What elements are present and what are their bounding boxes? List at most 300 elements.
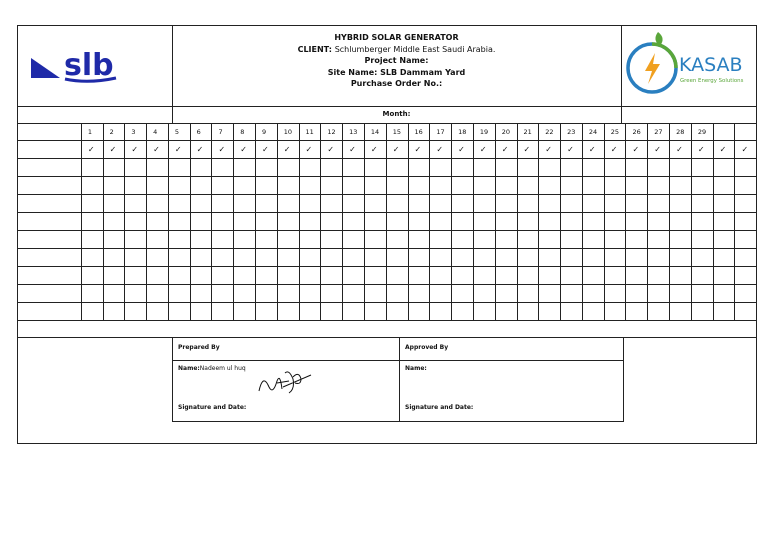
- grid-cell: [212, 231, 234, 249]
- grid-cell: [713, 285, 735, 303]
- month-label: Month:: [382, 110, 411, 118]
- grid-cell: [190, 159, 212, 177]
- grid-cell: [343, 267, 365, 285]
- grid-cell: [386, 177, 408, 195]
- grid-cell: [125, 303, 147, 321]
- day-number-cell: 4: [147, 124, 169, 141]
- grid-cell: [670, 267, 692, 285]
- grid-cell: [517, 195, 539, 213]
- prepared-by-heading: Prepared By: [178, 344, 220, 351]
- grid-cell: [582, 159, 604, 177]
- grid-cell: [495, 213, 517, 231]
- prepared-by-section: [173, 337, 400, 421]
- site-label: Site Name:: [327, 67, 378, 77]
- grid-cell: [190, 177, 212, 195]
- grid-cell: [713, 159, 735, 177]
- check-mark-cell: ✓: [255, 141, 277, 159]
- check-mark-cell: ✓: [582, 141, 604, 159]
- grid-cell: [321, 177, 343, 195]
- grid-cell: [713, 213, 735, 231]
- grid-cell: [386, 285, 408, 303]
- grid-cell: [495, 249, 517, 267]
- grid-cell: [299, 213, 321, 231]
- form-sheet: [17, 25, 757, 444]
- grid-cell: [452, 249, 474, 267]
- grid-cell: [626, 195, 648, 213]
- grid-cell: [691, 195, 713, 213]
- day-number-cell: 19: [473, 124, 495, 141]
- grid-cell: [147, 249, 169, 267]
- grid-cell: [277, 195, 299, 213]
- grid-cell: [430, 285, 452, 303]
- kasab-logo: [621, 26, 757, 106]
- grid-cell: [103, 303, 125, 321]
- grid-cell: [517, 159, 539, 177]
- table-row: [18, 213, 756, 231]
- row-label-cell: [18, 141, 81, 159]
- grid-cell: [539, 195, 561, 213]
- grid-cell: [495, 195, 517, 213]
- grid-cell: [343, 213, 365, 231]
- grid-cell: [670, 177, 692, 195]
- grid-cell: [343, 303, 365, 321]
- grid-cell: [452, 303, 474, 321]
- check-mark-cell: ✓: [408, 141, 430, 159]
- grid-cell: [604, 267, 626, 285]
- grid-cell: [168, 303, 190, 321]
- day-number-cell: 24: [582, 124, 604, 141]
- month-row: [18, 106, 756, 124]
- check-mark-cell: ✓: [125, 141, 147, 159]
- grid-cell: [670, 249, 692, 267]
- site-line: [173, 67, 620, 79]
- grid-cell: [168, 285, 190, 303]
- grid-cell: [299, 303, 321, 321]
- row-label-cell: [18, 159, 81, 177]
- grid-cell: [190, 231, 212, 249]
- grid-cell: [604, 213, 626, 231]
- grid-cell: [147, 213, 169, 231]
- grid-cell: [255, 177, 277, 195]
- grid-cell: [691, 303, 713, 321]
- day-number-cell: 18: [452, 124, 474, 141]
- grid-cell: [277, 267, 299, 285]
- grid-cell: [81, 249, 103, 267]
- grid-cell: [561, 285, 583, 303]
- grid-cell: [430, 231, 452, 249]
- grid-cell: [452, 267, 474, 285]
- grid-cell: [234, 303, 256, 321]
- grid-cell: [670, 303, 692, 321]
- grid-cell: [125, 231, 147, 249]
- grid-cell: [517, 213, 539, 231]
- day-number-cell: 9: [255, 124, 277, 141]
- form-title: HYBRID SOLAR GENERATOR: [334, 33, 459, 42]
- grid-cell: [81, 195, 103, 213]
- approved-name-label: Name:: [405, 365, 427, 372]
- grid-cell: [495, 267, 517, 285]
- grid-cell: [125, 249, 147, 267]
- row-label-cell: [18, 303, 81, 321]
- grid-cell: [190, 195, 212, 213]
- grid-cell: [604, 159, 626, 177]
- table-row: [18, 231, 756, 249]
- grid-cell: [670, 159, 692, 177]
- grid-cell: [81, 177, 103, 195]
- grid-cell: [452, 159, 474, 177]
- check-mark-cell: ✓: [299, 141, 321, 159]
- grid-cell: [473, 249, 495, 267]
- grid-cell: [408, 177, 430, 195]
- check-mark-cell: ✓: [713, 141, 735, 159]
- check-mark-cell: ✓: [343, 141, 365, 159]
- check-mark-cell: ✓: [670, 141, 692, 159]
- slb-logo-text: slb: [64, 48, 114, 83]
- grid-cell: [735, 231, 756, 249]
- client-label: CLIENT:: [297, 44, 332, 54]
- grid-cell: [408, 195, 430, 213]
- grid-cell: [561, 231, 583, 249]
- grid-cell: [386, 231, 408, 249]
- grid-cell: [103, 213, 125, 231]
- check-mark-cell: ✓: [691, 141, 713, 159]
- grid-cell: [473, 159, 495, 177]
- grid-cell: [364, 195, 386, 213]
- grid-cell: [648, 249, 670, 267]
- grid-cell: [299, 177, 321, 195]
- check-mark-cell: ✓: [103, 141, 125, 159]
- prepared-signature-label: Signature and Date:: [178, 404, 247, 411]
- day-number-cell: 21: [517, 124, 539, 141]
- grid-cell: [103, 285, 125, 303]
- grid-cell: [299, 195, 321, 213]
- grid-cell: [473, 213, 495, 231]
- grid-cell: [212, 267, 234, 285]
- grid-cell: [408, 267, 430, 285]
- grid-cell: [147, 303, 169, 321]
- day-number-cell: 22: [539, 124, 561, 141]
- grid-cell: [190, 303, 212, 321]
- day-number-row: [18, 124, 756, 141]
- row-label-cell: [18, 213, 81, 231]
- grid-cell: [561, 159, 583, 177]
- grid-cell: [648, 285, 670, 303]
- grid-cell: [648, 195, 670, 213]
- day-number-cell: 3: [125, 124, 147, 141]
- grid-cell: [561, 303, 583, 321]
- form-header: [18, 26, 756, 107]
- grid-cell: [452, 285, 474, 303]
- grid-cell: [495, 177, 517, 195]
- grid-cell: [190, 267, 212, 285]
- grid-cell: [321, 267, 343, 285]
- grid-cell: [299, 267, 321, 285]
- grid-cell: [343, 231, 365, 249]
- grid-cell: [604, 303, 626, 321]
- approved-by-heading: Approved By: [405, 344, 449, 351]
- grid-cell: [168, 159, 190, 177]
- grid-cell: [147, 285, 169, 303]
- handwritten-signature: [255, 365, 315, 399]
- grid-cell: [691, 177, 713, 195]
- grid-cell: [648, 303, 670, 321]
- grid-cell: [473, 303, 495, 321]
- grid-cell: [255, 249, 277, 267]
- grid-cell: [408, 285, 430, 303]
- grid-cell: [386, 267, 408, 285]
- check-mark-cell: ✓: [735, 141, 756, 159]
- check-mark-cell: ✓: [473, 141, 495, 159]
- grid-cell: [103, 231, 125, 249]
- grid-cell: [561, 267, 583, 285]
- grid-cell: [408, 231, 430, 249]
- table-row: [18, 159, 756, 177]
- grid-cell: [517, 249, 539, 267]
- day-number-cell: 16: [408, 124, 430, 141]
- check-mark-cell: ✓: [190, 141, 212, 159]
- day-number-cell: 11: [299, 124, 321, 141]
- grid-cell: [299, 159, 321, 177]
- grid-cell: [299, 285, 321, 303]
- check-mark-cell: ✓: [452, 141, 474, 159]
- grid-cell: [255, 195, 277, 213]
- grid-cell: [364, 159, 386, 177]
- grid-cell: [386, 195, 408, 213]
- grid-cell: [255, 285, 277, 303]
- check-mark-cell: ✓: [561, 141, 583, 159]
- grid-cell: [626, 159, 648, 177]
- check-mark-cell: ✓: [81, 141, 103, 159]
- grid-cell: [517, 231, 539, 249]
- grid-cell: [670, 195, 692, 213]
- grid-cell: [408, 159, 430, 177]
- grid-cell: [713, 177, 735, 195]
- grid-cell: [648, 213, 670, 231]
- grid-cell: [364, 249, 386, 267]
- day-number-cell: 2: [103, 124, 125, 141]
- grid-cell: [81, 303, 103, 321]
- grid-cell: [147, 231, 169, 249]
- grid-cell: [626, 177, 648, 195]
- title-block: [173, 32, 620, 90]
- grid-cell: [386, 249, 408, 267]
- grid-cell: [81, 213, 103, 231]
- day-number-cell: 10: [277, 124, 299, 141]
- grid-cell: [125, 267, 147, 285]
- check-mark-cell: ✓: [495, 141, 517, 159]
- check-mark-cell: ✓: [517, 141, 539, 159]
- grid-cell: [103, 249, 125, 267]
- grid-cell: [321, 159, 343, 177]
- day-number-cell: 14: [364, 124, 386, 141]
- grid-cell: [277, 231, 299, 249]
- grid-cell: [343, 249, 365, 267]
- grid-cell: [234, 159, 256, 177]
- row-label-cell: [18, 249, 81, 267]
- grid-cell: [364, 267, 386, 285]
- grid-cell: [539, 231, 561, 249]
- grid-cell: [626, 303, 648, 321]
- grid-cell: [604, 285, 626, 303]
- table-row: [18, 195, 756, 213]
- grid-cell: [648, 231, 670, 249]
- grid-cell: [495, 231, 517, 249]
- grid-cell: [670, 231, 692, 249]
- grid-cell: [321, 249, 343, 267]
- grid-cell: [103, 177, 125, 195]
- grid-cell: [299, 249, 321, 267]
- grid-cell: [604, 249, 626, 267]
- grid-cell: [539, 285, 561, 303]
- table-row: [18, 303, 756, 321]
- grid-cell: [190, 213, 212, 231]
- grid-cell: [735, 249, 756, 267]
- grid-cell: [473, 195, 495, 213]
- grid-cell: [582, 231, 604, 249]
- grid-cell: [343, 177, 365, 195]
- grid-cell: [103, 267, 125, 285]
- grid-cell: [212, 159, 234, 177]
- grid-cell: [364, 285, 386, 303]
- day-number-cell: 15: [386, 124, 408, 141]
- grid-cell: [517, 303, 539, 321]
- prepared-name-value: Nadeem ul huq: [199, 365, 246, 372]
- grid-cell: [561, 195, 583, 213]
- grid-cell: [430, 159, 452, 177]
- grid-cell: [626, 267, 648, 285]
- grid-cell: [539, 249, 561, 267]
- check-mark-cell: ✓: [168, 141, 190, 159]
- grid-cell: [517, 267, 539, 285]
- daily-checklist-grid: [18, 123, 756, 321]
- grid-cell: [147, 159, 169, 177]
- grid-cell: [648, 267, 670, 285]
- grid-cell: [713, 303, 735, 321]
- grid-cell: [582, 195, 604, 213]
- grid-cell: [321, 285, 343, 303]
- grid-cell: [255, 213, 277, 231]
- day-number-cell: 13: [343, 124, 365, 141]
- grid-cell: [234, 231, 256, 249]
- grid-cell: [81, 267, 103, 285]
- check-mark-cell: ✓: [277, 141, 299, 159]
- grid-cell: [648, 159, 670, 177]
- grid-cell: [234, 195, 256, 213]
- grid-cell: [735, 213, 756, 231]
- grid-cell: [168, 267, 190, 285]
- grid-cell: [321, 231, 343, 249]
- row-label-cell: [18, 267, 81, 285]
- grid-cell: [735, 285, 756, 303]
- grid-cell: [713, 195, 735, 213]
- grid-cell: [234, 177, 256, 195]
- grid-cell: [582, 249, 604, 267]
- check-mark-cell: ✓: [321, 141, 343, 159]
- client-value: Schlumberger Middle East Saudi Arabia.: [334, 44, 496, 54]
- grid-cell: [364, 231, 386, 249]
- grid-cell: [125, 195, 147, 213]
- grid-cell: [212, 213, 234, 231]
- grid-cell: [452, 231, 474, 249]
- grid-cell: [364, 213, 386, 231]
- purchase-order-label: Purchase Order No.:: [350, 79, 443, 88]
- grid-cell: [604, 231, 626, 249]
- check-mark-cell: ✓: [147, 141, 169, 159]
- grid-cell: [364, 303, 386, 321]
- grid-cell: [125, 213, 147, 231]
- kasab-tagline: Green Energy Solutions: [680, 78, 744, 84]
- grid-cell: [168, 195, 190, 213]
- grid-cell: [430, 267, 452, 285]
- grid-cell: [321, 195, 343, 213]
- grid-cell: [517, 285, 539, 303]
- grid-cell: [561, 249, 583, 267]
- grid-cell: [473, 285, 495, 303]
- day-number-cell: [713, 124, 735, 141]
- grid-cell: [212, 303, 234, 321]
- grid-cell: [539, 213, 561, 231]
- grid-cell: [321, 303, 343, 321]
- grid-cell: [168, 177, 190, 195]
- grid-cell: [234, 285, 256, 303]
- check-mark-cell: ✓: [234, 141, 256, 159]
- grid-cell: [670, 213, 692, 231]
- grid-cell: [103, 159, 125, 177]
- signature-block: [172, 337, 624, 422]
- grid-cell: [430, 177, 452, 195]
- grid-cell: [473, 231, 495, 249]
- grid-cell: [255, 159, 277, 177]
- grid-cell: [299, 231, 321, 249]
- check-mark-cell: ✓: [386, 141, 408, 159]
- check-mark-cell: ✓: [539, 141, 561, 159]
- grid-cell: [495, 285, 517, 303]
- blank-row: [18, 320, 756, 338]
- grid-cell: [147, 177, 169, 195]
- grid-cell: [234, 249, 256, 267]
- grid-cell: [473, 177, 495, 195]
- grid-cell: [691, 231, 713, 249]
- row-label-cell: [18, 231, 81, 249]
- grid-cell: [212, 195, 234, 213]
- grid-cell: [190, 249, 212, 267]
- grid-cell: [81, 159, 103, 177]
- grid-cell: [386, 213, 408, 231]
- day-number-cell: 28: [670, 124, 692, 141]
- day-number-cell: 23: [561, 124, 583, 141]
- slb-logo: [18, 26, 173, 106]
- table-row: [18, 285, 756, 303]
- grid-cell: [125, 285, 147, 303]
- grid-cell: [168, 249, 190, 267]
- grid-cell: [147, 267, 169, 285]
- grid-cell: [125, 159, 147, 177]
- site-value: SLB Dammam Yard: [380, 67, 466, 77]
- grid-cell: [561, 177, 583, 195]
- grid-cell: [212, 177, 234, 195]
- grid-cell: [473, 267, 495, 285]
- day-number-cell: 5: [168, 124, 190, 141]
- check-mark-cell: ✓: [212, 141, 234, 159]
- grid-cell: [691, 159, 713, 177]
- day-number-cell: [735, 124, 756, 141]
- grid-cell: [735, 195, 756, 213]
- grid-cell: [234, 267, 256, 285]
- grid-cell: [495, 303, 517, 321]
- grid-cell: [321, 213, 343, 231]
- lightning-bolt-icon: [645, 53, 660, 84]
- grid-cell: [343, 285, 365, 303]
